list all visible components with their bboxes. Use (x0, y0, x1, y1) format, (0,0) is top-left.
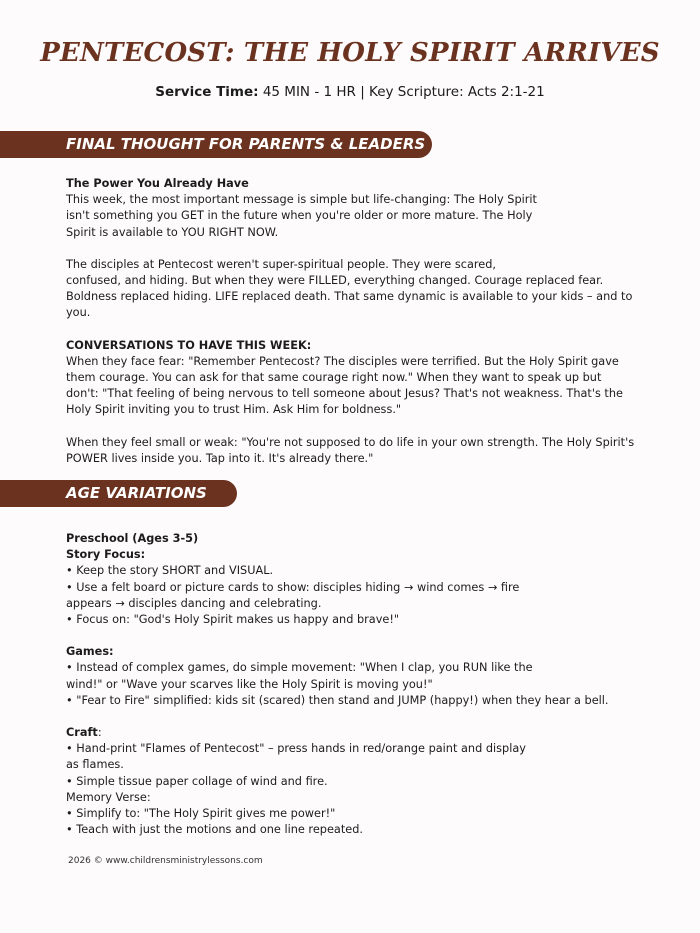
games-line: wind!" or "Wave your scarves like the Holy Spirit is moving you!" (66, 677, 433, 691)
service-info (0, 84, 700, 100)
story-focus-line: • Use a felt board or picture cards to show: disciples hiding → wind comes → fire (66, 580, 520, 594)
power-line: This week, the most important message is simple but life-changing: The Holy Spirit (66, 193, 537, 207)
conversations-line: them courage. You can ask for that same courage right now." When they want to speak up but (66, 371, 602, 385)
age-variations-heading: AGE VARIATIONS (0, 480, 237, 507)
final-thought-heading: FINAL THOUGHT FOR PARENTS & LEADERS (0, 131, 432, 158)
small-weak-line: POWER lives inside you. Tap into it. It's already there." (66, 451, 374, 465)
craft-title: Craft (66, 726, 98, 740)
conversations-title: CONVERSATIONS TO HAVE THIS WEEK: (66, 338, 312, 352)
service-time-text: 45 MIN - 1 HR | Key Scripture: Acts 2:1-21 (258, 84, 545, 100)
craft-line: • Simple tissue paper collage of wind and fire. (66, 774, 328, 788)
power-line: isn't something you GET in the future when you're older or more mature. The Holy (66, 209, 533, 223)
disciples-line: Boldness replaced hiding. LIFE replaced death. That same dynamic is available to your kids – and to (66, 290, 633, 304)
story-focus-title: Story Focus: (66, 548, 146, 562)
memory-verse-line: • Simplify to: "The Holy Spirit gives me power!" (66, 807, 336, 821)
games-line: • "Fear to Fire" simplified: kids sit (scared) then stand and JUMP (happy!) when they hear a bell. (66, 693, 609, 707)
craft-line: • Hand-print "Flames of Pentecost" – press hands in red/orange paint and display (66, 742, 526, 756)
memory-verse-title: Memory Verse: (66, 790, 151, 804)
conversations-line: When they face fear: "Remember Pentecost? The disciples were terrified. But the Holy Spirit gave (66, 354, 619, 368)
disciples-line: The disciples at Pentecost weren't super-spiritual people. They were scared, (66, 257, 496, 271)
power-title: The Power You Already Have (66, 177, 249, 190)
games-line: • Instead of complex games, do simple movement: "When I clap, you RUN like the (66, 661, 533, 675)
service-time-label: Service Time: (155, 84, 259, 100)
page-title: PENTECOST: THE HOLY SPIRIT ARRIVES (40, 38, 660, 68)
small-weak-line: When they feel small or weak: "You're not supposed to do life in your own strength. The Holy Spirit's (66, 435, 635, 449)
conversations-line: don't: "That feeling of being nervous to tell someone about Jesus? That's not weakness. That's the (66, 387, 623, 401)
memory-verse-line: • Teach with just the motions and one line repeated. (66, 823, 363, 837)
story-focus-line: • Keep the story SHORT and VISUAL. (66, 564, 274, 578)
preschool-title: Preschool (Ages 3-5) (66, 532, 199, 545)
story-focus-line: • Focus on: "God's Holy Spirit makes us happy and brave!" (66, 613, 400, 627)
conversations-line: Holy Spirit inviting you to trust Him. Ask Him for boldness." (66, 403, 402, 417)
age-variations-section (66, 531, 666, 838)
power-line: Spirit is available to YOU RIGHT NOW. (66, 225, 279, 239)
disciples-line: confused, and hiding. But when they were FILLED, everything changed. Courage replaced fear. (66, 274, 604, 288)
final-thought-section (66, 176, 666, 467)
disciples-line: you. (66, 306, 91, 320)
story-focus-line: appears → disciples dancing and celebrating. (66, 596, 322, 610)
craft-colon: : (97, 726, 102, 740)
games-title: Games: (66, 645, 114, 659)
copyright-footer: 2026 © www.childrensministrylessons.com (68, 856, 263, 866)
craft-line: as flames. (66, 758, 124, 772)
